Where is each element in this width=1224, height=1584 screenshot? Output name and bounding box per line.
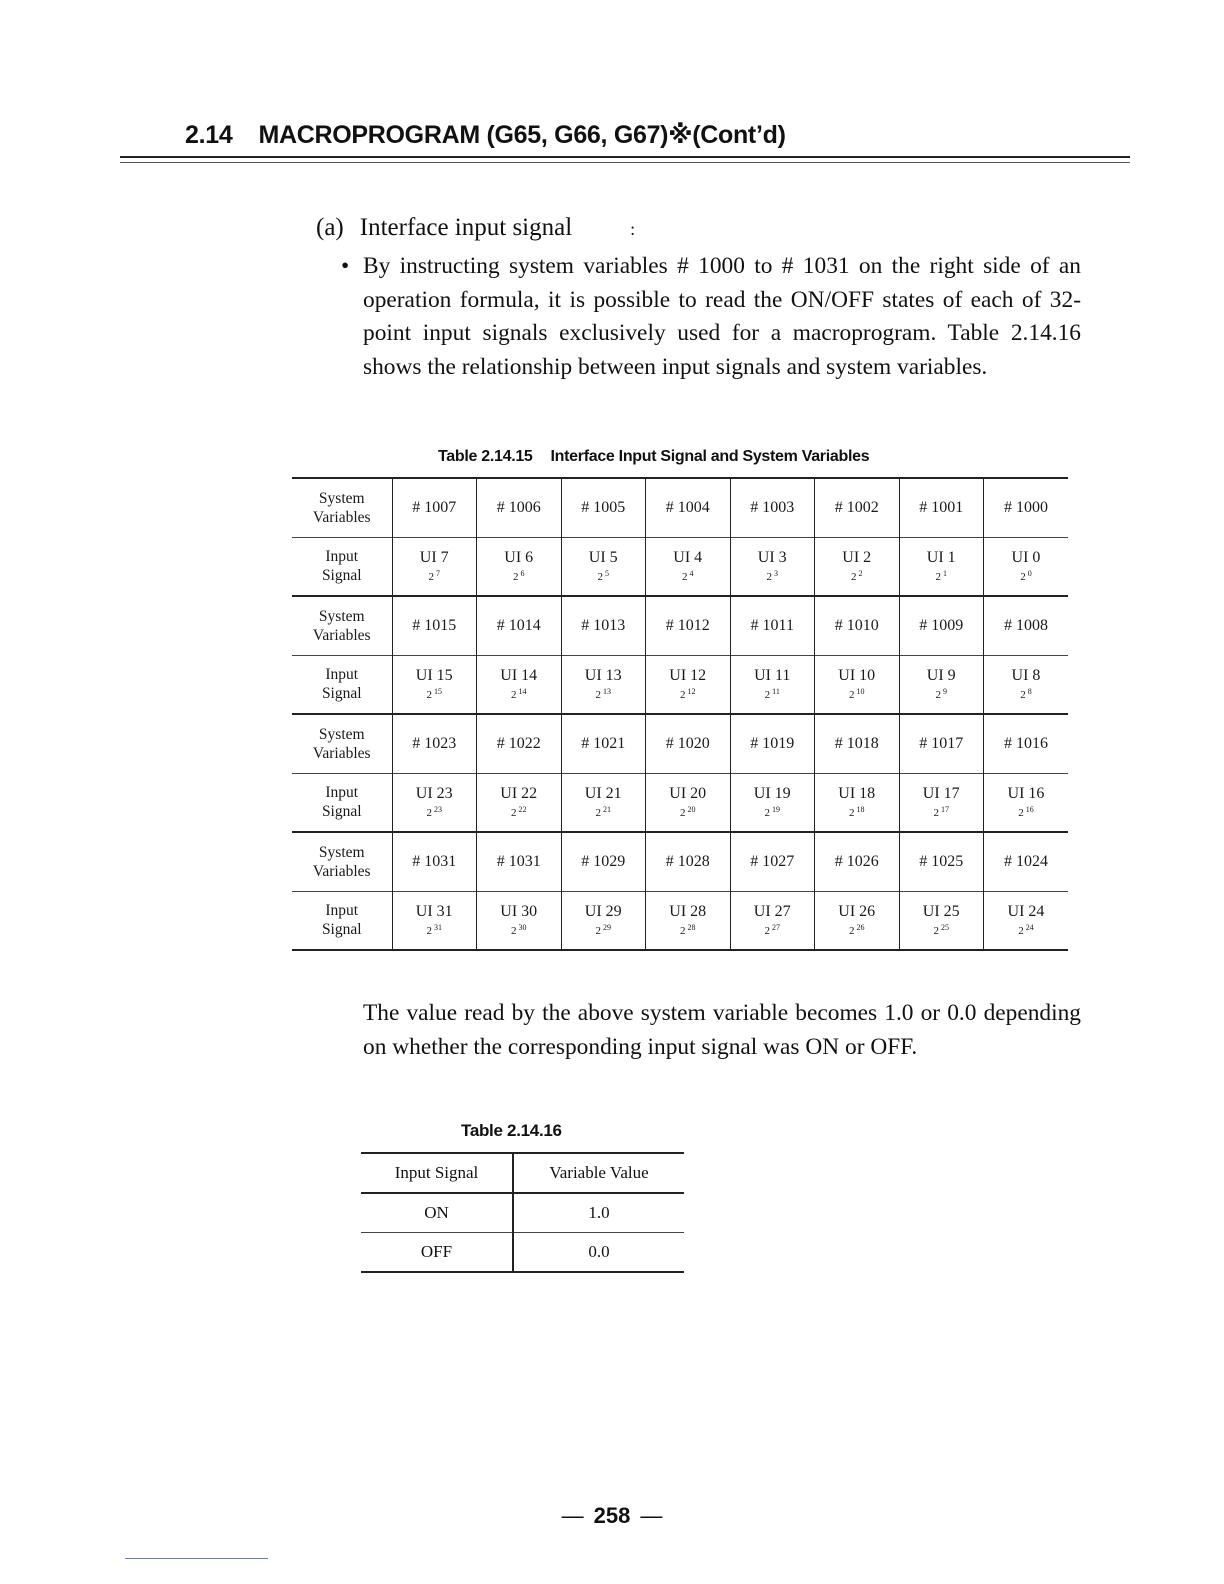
- signal-name: UI 30: [500, 903, 538, 921]
- signal-name: UI 13: [584, 667, 622, 685]
- input-signal-cell: [899, 773, 984, 832]
- bit-weight: [477, 685, 561, 702]
- bit-weight: [646, 803, 730, 820]
- label-line: System: [318, 725, 365, 743]
- power-exponent: 15: [434, 687, 442, 697]
- system-variable-cell: # 1011: [730, 596, 815, 655]
- signal-name: UI 31: [415, 903, 453, 921]
- system-variable-cell: # 1009: [899, 596, 984, 655]
- bit-weight: [731, 685, 815, 702]
- power-exponent: 6: [520, 569, 525, 579]
- power-base: 2: [682, 571, 688, 584]
- system-variable-cell: # 1013: [561, 596, 646, 655]
- power-base: 2: [595, 689, 601, 702]
- bit-weight: [562, 803, 646, 820]
- system-variable-cell: # 1003: [730, 478, 815, 537]
- system-variable-cell: # 1018: [815, 714, 900, 773]
- power-base: 2: [764, 925, 770, 938]
- item-heading: [316, 214, 635, 242]
- bit-weight: [984, 567, 1068, 584]
- table-row: [292, 891, 1068, 950]
- input-signal-cell: [561, 655, 646, 714]
- input-signal-cell: [477, 773, 562, 832]
- signal-name: UI 18: [838, 785, 876, 803]
- label-line: System: [318, 843, 365, 861]
- header-variable-value: Variable Value: [513, 1153, 684, 1193]
- label-line: Input: [325, 666, 359, 684]
- bit-weight: [984, 921, 1068, 938]
- table-row: [292, 537, 1068, 596]
- bullet-paragraph: [341, 250, 1081, 384]
- item-title: Interface input signal: [359, 214, 573, 241]
- input-signal-cell: [392, 891, 477, 950]
- power-exponent: 30: [518, 923, 527, 933]
- power-base: 2: [595, 925, 601, 938]
- power-base: 2: [1018, 925, 1024, 938]
- power-exponent: 10: [856, 687, 865, 697]
- input-signal-cell: [392, 537, 477, 596]
- system-variable-cell: # 1002: [815, 478, 900, 537]
- input-signal-cell: [984, 537, 1069, 596]
- system-variable-cell: # 1006: [477, 478, 562, 537]
- bit-weight: [646, 567, 730, 584]
- bit-weight: [477, 567, 561, 584]
- power-base: 2: [849, 807, 855, 820]
- power-base: 2: [851, 571, 857, 584]
- signal-name: UI 20: [669, 785, 707, 803]
- section-title: MACROPROGRAM (G65, G66, G67)※(Cont’d): [258, 121, 786, 149]
- bit-weight: [815, 685, 899, 702]
- power-exponent: 24: [1025, 923, 1034, 933]
- bit-weight: [393, 803, 477, 820]
- system-variable-cell: # 1007: [392, 478, 477, 537]
- bit-weight: [731, 803, 815, 820]
- system-variable-cell: # 1017: [899, 714, 984, 773]
- system-variables-label: [292, 596, 392, 655]
- power-exponent: 7: [436, 569, 440, 579]
- power-exponent: 16: [1025, 805, 1034, 815]
- system-variables-label: [292, 478, 392, 537]
- power-base: 2: [511, 689, 517, 702]
- power-exponent: 22: [518, 805, 527, 815]
- system-variables-label: [292, 714, 392, 773]
- system-variable-cell: # 1020: [646, 714, 731, 773]
- value-table: [361, 1152, 684, 1273]
- header-input-signal: Input Signal: [394, 1163, 479, 1182]
- signal-name: UI 4: [673, 549, 703, 567]
- signal-name: UI 15: [415, 667, 453, 685]
- bullet-icon: •: [341, 253, 350, 279]
- input-signal-cell: [561, 891, 646, 950]
- system-variable-cell: # 1031: [477, 832, 562, 891]
- input-signal-cell: [477, 537, 562, 596]
- system-variable-cell: # 1008: [984, 596, 1069, 655]
- system-variable-cell: # 1025: [899, 832, 984, 891]
- power-base: 2: [680, 925, 686, 938]
- signal-name: UI 2: [842, 549, 872, 567]
- signal-name: UI 9: [926, 667, 956, 685]
- input-signal-cell: [477, 655, 562, 714]
- power-exponent: 2: [858, 569, 863, 579]
- power-exponent: 29: [603, 923, 611, 933]
- power-exponent: 12: [687, 687, 696, 697]
- signal-variable-table: [292, 477, 1068, 951]
- bit-weight: [731, 921, 815, 938]
- label-line: Variables: [312, 626, 371, 644]
- input-signal-label: [292, 537, 392, 596]
- signal-name: UI 16: [1007, 785, 1045, 803]
- table-row: [292, 773, 1068, 832]
- system-variable-cell: # 1005: [561, 478, 646, 537]
- bit-weight: [815, 803, 899, 820]
- bit-weight: [900, 921, 984, 938]
- input-signal-cell: [561, 537, 646, 596]
- power-base: 2: [597, 571, 603, 584]
- signal-name: UI 26: [838, 903, 876, 921]
- table1-title: Interface Input Signal and System Variables: [550, 448, 870, 465]
- input-signal-label: [292, 655, 392, 714]
- input-signal-cell: [646, 773, 731, 832]
- bit-weight: [562, 567, 646, 584]
- input-signal-cell: [730, 537, 815, 596]
- bit-weight: [900, 803, 984, 820]
- system-variable-cell: # 1026: [815, 832, 900, 891]
- input-signal-cell: [815, 537, 900, 596]
- power-base: 2: [1020, 689, 1026, 702]
- input-signal-cell: [730, 891, 815, 950]
- table2-caption: Table 2.14.16: [461, 1121, 562, 1140]
- input-signal-cell: [984, 773, 1069, 832]
- system-variable-cell: # 1004: [646, 478, 731, 537]
- signal-name: UI 10: [838, 667, 876, 685]
- input-signal-cell: [392, 773, 477, 832]
- power-exponent: 20: [687, 805, 696, 815]
- input-signal-cell: [646, 537, 731, 596]
- signal-name: UI 14: [500, 667, 538, 685]
- signal-name: UI 17: [922, 785, 960, 803]
- signal-name: UI 7: [419, 549, 449, 567]
- table-row: [361, 1233, 684, 1273]
- input-signal-cell: [730, 655, 815, 714]
- row-signal: OFF: [420, 1242, 453, 1261]
- signal-name: UI 25: [922, 903, 960, 921]
- table-row: [361, 1193, 684, 1233]
- label-line: Input: [325, 902, 359, 920]
- heading-rule-thin: [120, 162, 1130, 163]
- system-variable-cell: # 1019: [730, 714, 815, 773]
- system-variable-cell: # 1000: [984, 478, 1069, 537]
- bit-weight: [900, 567, 984, 584]
- label-line: Signal: [321, 921, 362, 939]
- system-variable-cell: # 1027: [730, 832, 815, 891]
- bit-weight: [731, 567, 815, 584]
- power-exponent: 28: [687, 923, 696, 933]
- signal-name: UI 1: [926, 549, 956, 567]
- power-base: 2: [426, 807, 432, 820]
- power-base: 2: [511, 925, 517, 938]
- system-variable-cell: # 1023: [392, 714, 477, 773]
- system-variables-label: [292, 832, 392, 891]
- signal-name: UI 27: [753, 903, 791, 921]
- input-signal-label: [292, 891, 392, 950]
- bit-weight: [815, 921, 899, 938]
- input-signal-cell: [392, 655, 477, 714]
- input-signal-cell: [730, 773, 815, 832]
- item-tag: (a): [316, 214, 344, 241]
- power-exponent: 3: [774, 569, 778, 579]
- system-variable-cell: # 1029: [561, 832, 646, 891]
- system-variable-cell: # 1021: [561, 714, 646, 773]
- label-line: System: [318, 489, 365, 507]
- section-heading: [185, 120, 786, 150]
- input-signal-cell: [899, 537, 984, 596]
- power-exponent: 27: [772, 923, 780, 933]
- power-base: 2: [428, 571, 434, 584]
- power-exponent: 26: [856, 923, 865, 933]
- page-number-value: 258: [593, 1503, 631, 1528]
- bit-weight: [984, 803, 1068, 820]
- power-exponent: 18: [856, 805, 865, 815]
- system-variable-cell: # 1015: [392, 596, 477, 655]
- power-base: 2: [680, 807, 686, 820]
- signal-name: UI 19: [753, 785, 791, 803]
- bit-weight: [393, 921, 477, 938]
- row-signal: ON: [424, 1203, 449, 1222]
- page-dash-right: —: [640, 1503, 663, 1528]
- bit-weight: [562, 921, 646, 938]
- system-variable-cell: # 1022: [477, 714, 562, 773]
- bit-weight: [562, 685, 646, 702]
- input-signal-cell: [899, 655, 984, 714]
- label-line: Signal: [321, 685, 362, 703]
- label-line: Input: [325, 548, 359, 566]
- signal-name: UI 21: [584, 785, 622, 803]
- bullet-text: By instructing system variables # 1000 to # 1031 on the right side of an operation formula, it is possible to read the ON/OFF states of each of 32-point input signals exclusively used for a macroprogram. Table 2.14.16 shows the relationship between input signals and system variables.: [363, 253, 1081, 380]
- power-exponent: 11: [772, 687, 780, 697]
- input-signal-cell: [646, 891, 731, 950]
- power-exponent: 1: [943, 569, 947, 579]
- power-exponent: 25: [941, 923, 949, 933]
- power-exponent: 19: [772, 805, 780, 815]
- power-exponent: 13: [603, 687, 611, 697]
- power-exponent: 31: [434, 923, 442, 933]
- power-base: 2: [1018, 807, 1024, 820]
- table1-number: Table 2.14.15: [438, 448, 533, 465]
- power-base: 2: [933, 925, 939, 938]
- signal-name: UI 6: [504, 549, 534, 567]
- signal-name: UI 3: [757, 549, 787, 567]
- input-signal-cell: [815, 655, 900, 714]
- heading-rule: [120, 156, 1130, 158]
- table-row: [292, 655, 1068, 714]
- table-row: [292, 714, 1068, 773]
- table1-caption: [438, 448, 869, 466]
- system-variable-cell: # 1024: [984, 832, 1069, 891]
- input-signal-cell: [561, 773, 646, 832]
- page-dash-left: —: [561, 1503, 584, 1528]
- power-exponent: 9: [943, 687, 947, 697]
- bit-weight: [646, 685, 730, 702]
- section-number: 2.14: [185, 121, 233, 149]
- signal-name: UI 12: [669, 667, 707, 685]
- label-line: Signal: [321, 567, 362, 585]
- bit-weight: [393, 567, 477, 584]
- bit-weight: [646, 921, 730, 938]
- signal-name: UI 29: [584, 903, 622, 921]
- input-signal-cell: [815, 773, 900, 832]
- power-base: 2: [680, 689, 686, 702]
- bit-weight: [900, 685, 984, 702]
- input-signal-cell: [646, 655, 731, 714]
- footer-line: [125, 1558, 268, 1559]
- table-row: [292, 832, 1068, 891]
- power-base: 2: [426, 689, 432, 702]
- power-base: 2: [849, 689, 855, 702]
- system-variable-cell: # 1031: [392, 832, 477, 891]
- system-variable-cell: # 1014: [477, 596, 562, 655]
- power-base: 2: [764, 689, 771, 702]
- power-base: 2: [1020, 571, 1026, 584]
- power-exponent: 4: [689, 569, 694, 579]
- system-variable-cell: # 1016: [984, 714, 1069, 773]
- power-base: 2: [935, 571, 941, 584]
- input-signal-cell: [984, 891, 1069, 950]
- bit-weight: [393, 685, 477, 702]
- signal-name: UI 5: [588, 549, 618, 567]
- power-base: 2: [511, 807, 517, 820]
- system-variable-cell: # 1012: [646, 596, 731, 655]
- label-line: System: [318, 607, 365, 625]
- power-exponent: 8: [1027, 687, 1032, 697]
- value-paragraph: The value read by the above system variable becomes 1.0 or 0.0 depending on whether the corresponding input signal was ON or OFF.: [363, 1000, 1081, 1060]
- value-table-header: [361, 1153, 684, 1193]
- signal-name: UI 24: [1007, 903, 1045, 921]
- system-variable-cell: # 1001: [899, 478, 984, 537]
- row-value: 1.0: [513, 1193, 684, 1233]
- power-base: 2: [849, 925, 855, 938]
- label-line: Variables: [312, 862, 371, 880]
- power-base: 2: [513, 571, 519, 584]
- power-exponent: 17: [941, 805, 949, 815]
- bit-weight: [815, 567, 899, 584]
- bit-weight: [984, 685, 1068, 702]
- power-exponent: 0: [1027, 569, 1032, 579]
- bit-weight: [477, 921, 561, 938]
- row-value: 0.0: [513, 1233, 684, 1273]
- label-line: Signal: [321, 803, 362, 821]
- label-line: Variables: [312, 508, 371, 526]
- power-base: 2: [764, 807, 770, 820]
- input-signal-cell: [815, 891, 900, 950]
- signal-name: UI 8: [1011, 667, 1041, 685]
- power-exponent: 21: [603, 805, 611, 815]
- power-base: 2: [933, 807, 939, 820]
- input-signal-cell: [899, 891, 984, 950]
- power-exponent: 14: [518, 687, 527, 697]
- system-variable-cell: # 1010: [815, 596, 900, 655]
- signal-name: UI 22: [500, 785, 538, 803]
- label-line: Variables: [312, 744, 371, 762]
- label-line: Input: [325, 784, 359, 802]
- table-row: [292, 478, 1068, 537]
- signal-name: UI 28: [669, 903, 707, 921]
- input-signal-cell: [477, 891, 562, 950]
- power-base: 2: [595, 807, 601, 820]
- signal-name: UI 23: [415, 785, 453, 803]
- signal-name: UI 11: [754, 667, 791, 685]
- table-row: [292, 596, 1068, 655]
- page-number: [0, 1503, 1224, 1529]
- power-exponent: 5: [605, 569, 609, 579]
- bit-weight: [477, 803, 561, 820]
- input-signal-label: [292, 773, 392, 832]
- power-exponent: 23: [434, 805, 442, 815]
- item-colon: :: [630, 219, 636, 239]
- signal-name: UI 0: [1011, 549, 1041, 567]
- system-variable-cell: # 1028: [646, 832, 731, 891]
- input-signal-cell: [984, 655, 1069, 714]
- power-base: 2: [935, 689, 941, 702]
- power-base: 2: [426, 925, 432, 938]
- power-base: 2: [766, 571, 772, 584]
